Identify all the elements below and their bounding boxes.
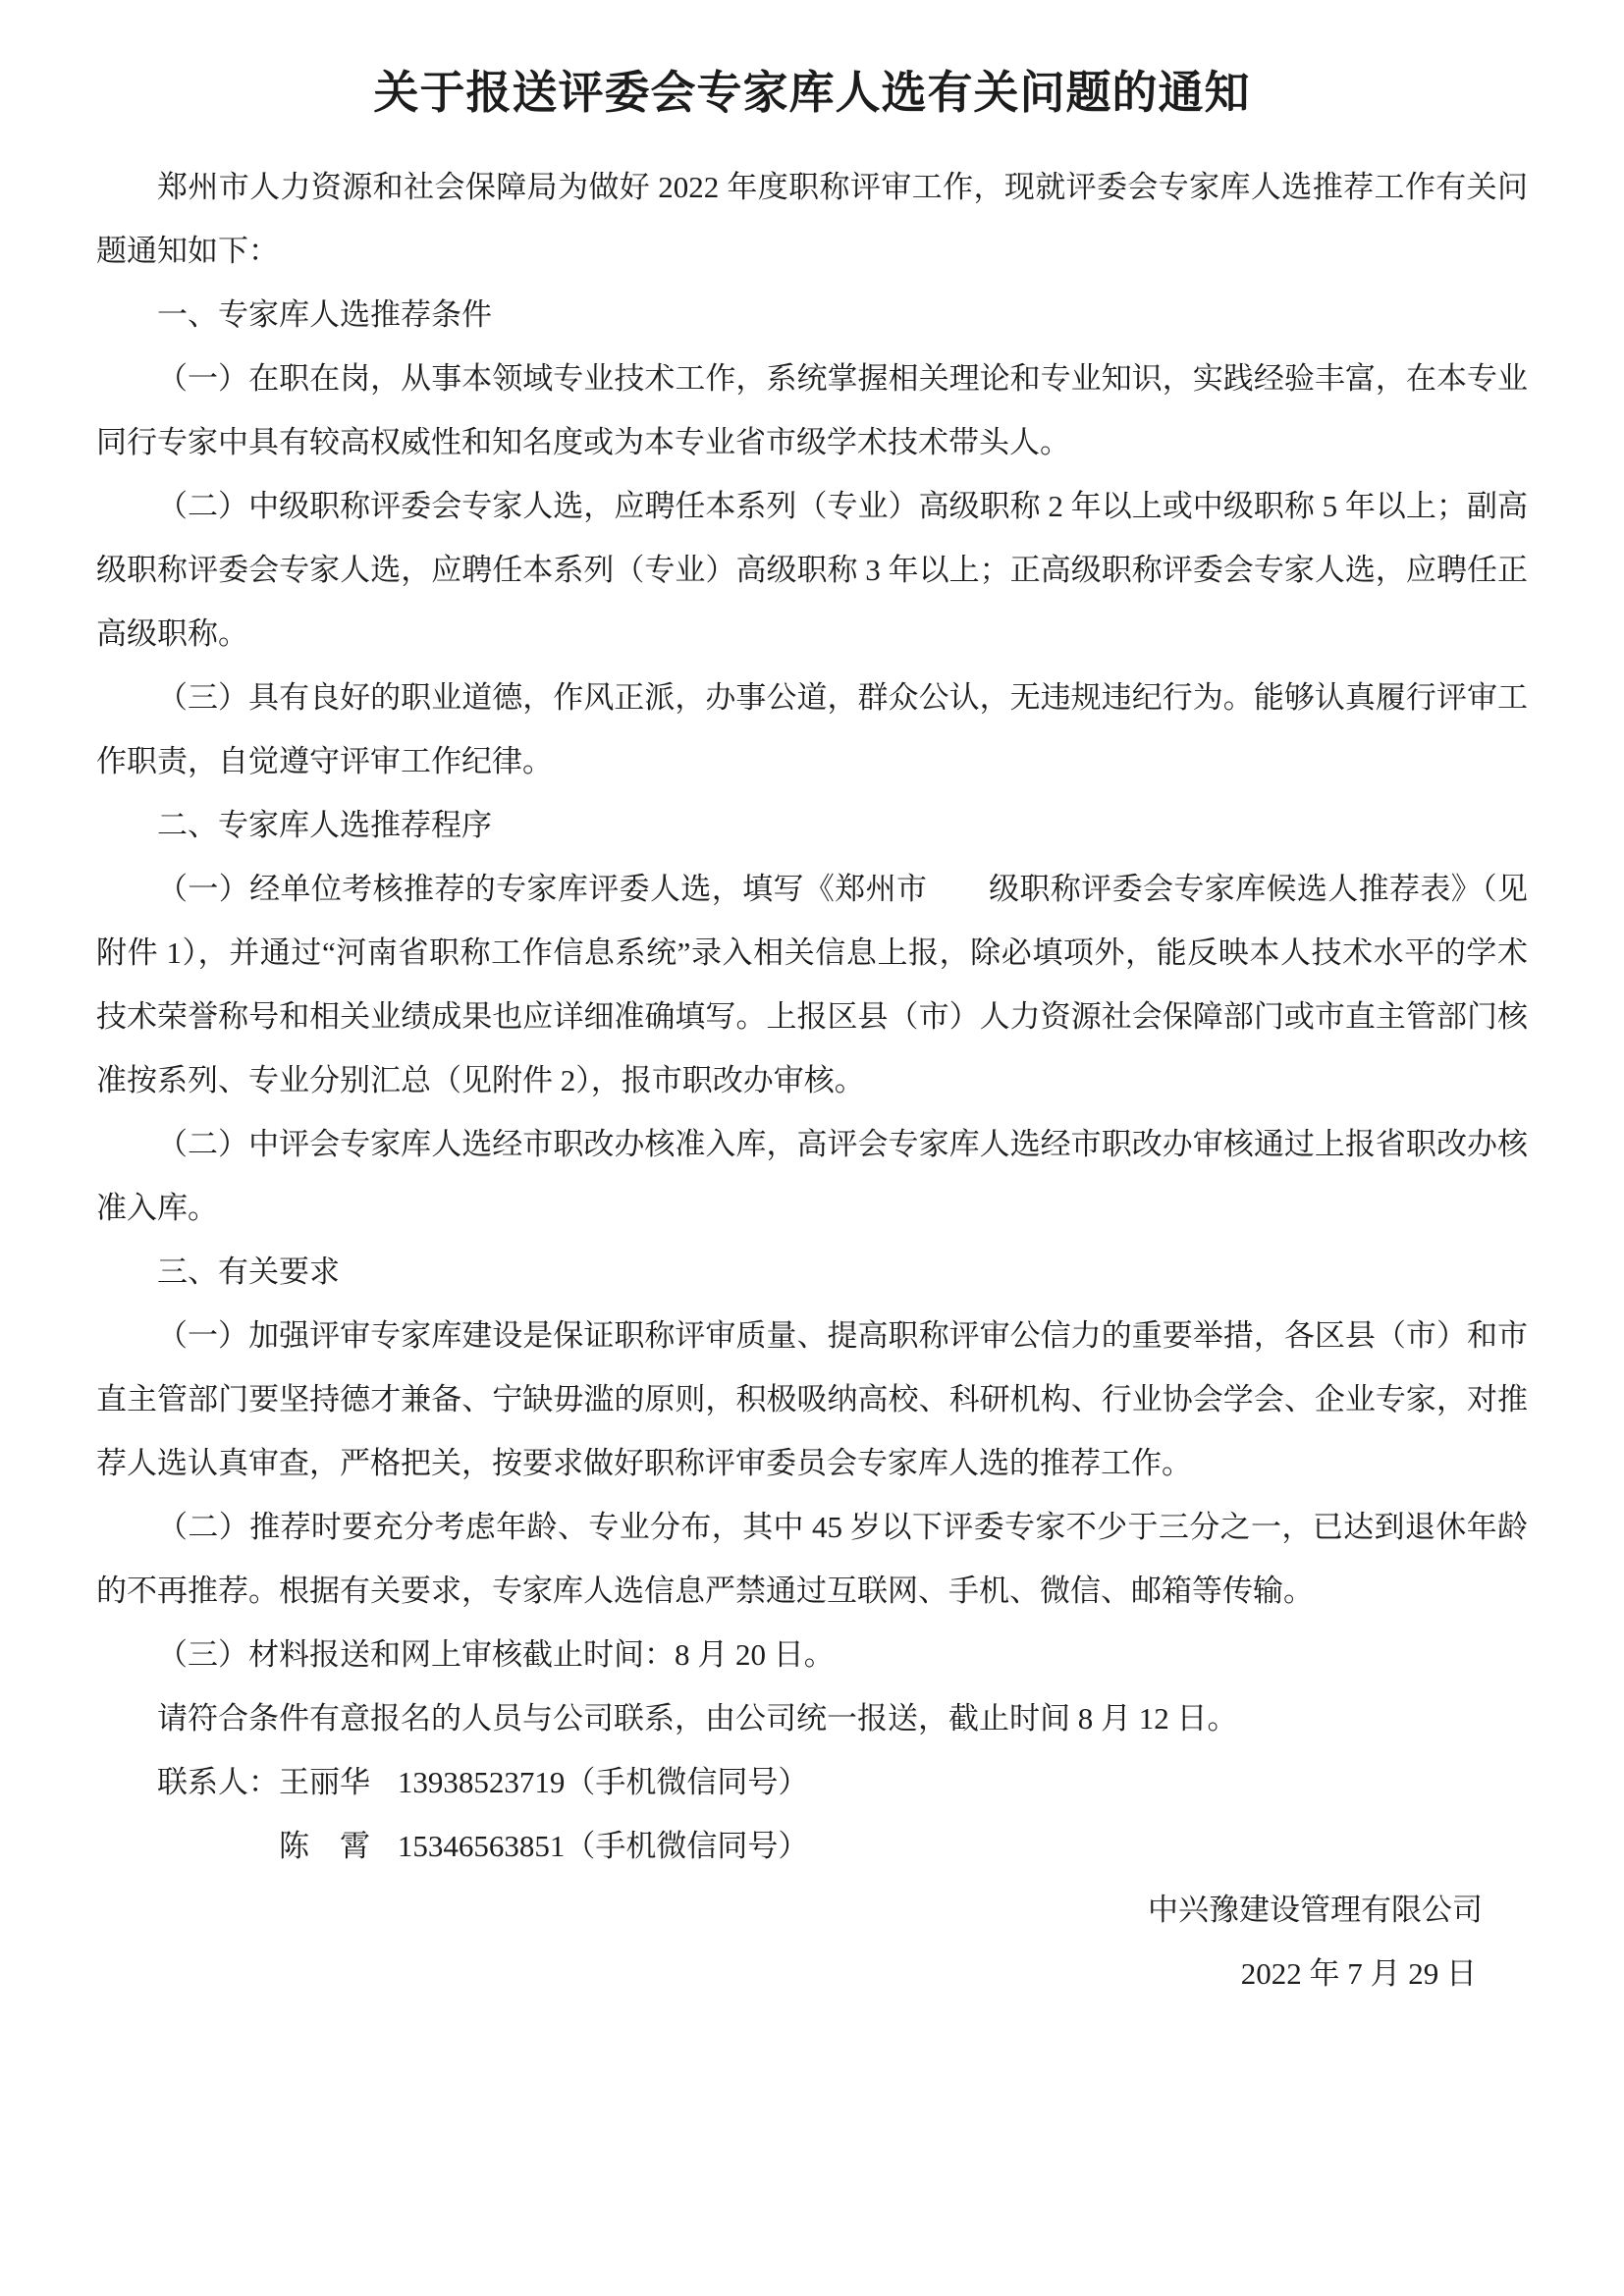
section-2-paragraph-2: （二）中评会专家库人选经市职改办核准入库，高评会专家库人选经市职改办审核通过上报省职改办核准入库。 <box>96 1127 1528 1225</box>
signature-date: 2022 年 7 月 29 日 <box>1240 1956 1477 1991</box>
contact-2-phone: 15346563851 <box>397 1829 566 1863</box>
section-1-paragraph-3: （三）具有良好的职业道德，作风正派，办事公道，群众公认，无违规违纪行为。能够认真履行评审工作职责，自觉遵守评审工作纪律。 <box>96 680 1528 778</box>
intro-paragraph: 郑州市人力资源和社会保障局为做好 2022 年度职称评审工作，现就评委会专家库人选推荐工作有关问题通知如下： <box>96 170 1528 268</box>
contact-line-2 <box>96 1814 1528 1878</box>
closing-note: 请符合条件有意报名的人员与公司联系，由公司统一报送，截止时间 8 月 12 日。 <box>157 1701 1238 1735</box>
contact-2-name: 陈 霄 <box>279 1829 370 1863</box>
document-title: 关于报送评委会专家库人选有关问题的通知 <box>373 67 1251 118</box>
section-3-paragraph-1: （一）加强评审专家库建设是保证职称评审质量、提高职称评审公信力的重要举措，各区县（市）和市直主管部门要坚持德才兼备、宁缺毋滥的原则，积极吸纳高校、科研机构、行业协会学会、企业专家，对推荐人选认真审查，严格把关，按要求做好职称评审委员会专家库人选的推荐工作。 <box>96 1318 1528 1480</box>
contact-2-suffix: （手机微信同号） <box>565 1829 809 1863</box>
section-2-heading: 二、专家库人选推荐程序 <box>157 808 492 842</box>
contact-1-phone: 13938523719 <box>397 1765 566 1799</box>
section-2-paragraph-1: （一）经单位考核推荐的专家库评委人选，填写《郑州市 级职称评委会专家库候选人推荐表》（见附件 1），并通过“河南省职称工作信息系统”录入相关信息上报，除必填项外，能反映本人技术水平的学术技术荣誉称号和相关业绩成果也应详细准确填写。上报区县（市）人力资源社会保障部门或市直主管部门核准按系列、专业分别汇总（见附件 2），报市职改办审核。 <box>96 872 1528 1097</box>
section-3-paragraph-3: （三）材料报送和网上审核截止时间：8 月 20 日。 <box>157 1637 835 1672</box>
contact-1-name: 王丽华 <box>279 1765 370 1799</box>
section-3-paragraph-2: （二）推荐时要充分考虑年龄、专业分布，其中 45 岁以下评委专家不少于三分之一，已达到退休年龄的不再推荐。根据有关要求，专家库人选信息严禁通过互联网、手机、微信、邮箱等传输。 <box>96 1510 1528 1608</box>
contact-label: 联系人： <box>157 1765 279 1799</box>
section-1-paragraph-2: （二）中级职称评委会专家人选，应聘任本系列（专业）高级职称 2 年以上或中级职称 5 年以上；副高级职称评委会专家人选，应聘任本系列（专业）高级职称 3 年以上；正高级职称评委会专家人选，应聘任正高级职称。 <box>96 489 1528 651</box>
signature-company: 中兴豫建设管理有限公司 <box>1148 1893 1483 1927</box>
contact-1-suffix: （手机微信同号） <box>565 1765 809 1799</box>
contact-line-1 <box>96 1750 1528 1814</box>
document-body <box>96 155 1528 2005</box>
section-3-heading: 三、有关要求 <box>157 1255 340 1289</box>
section-1-paragraph-1: （一）在职在岗，从事本领域专业技术工作，系统掌握相关理论和专业知识，实践经验丰富，在本专业同行专家中具有较高权威性和知名度或为本专业省市级学术技术带头人。 <box>96 361 1528 459</box>
section-1-heading: 一、专家库人选推荐条件 <box>157 297 492 332</box>
